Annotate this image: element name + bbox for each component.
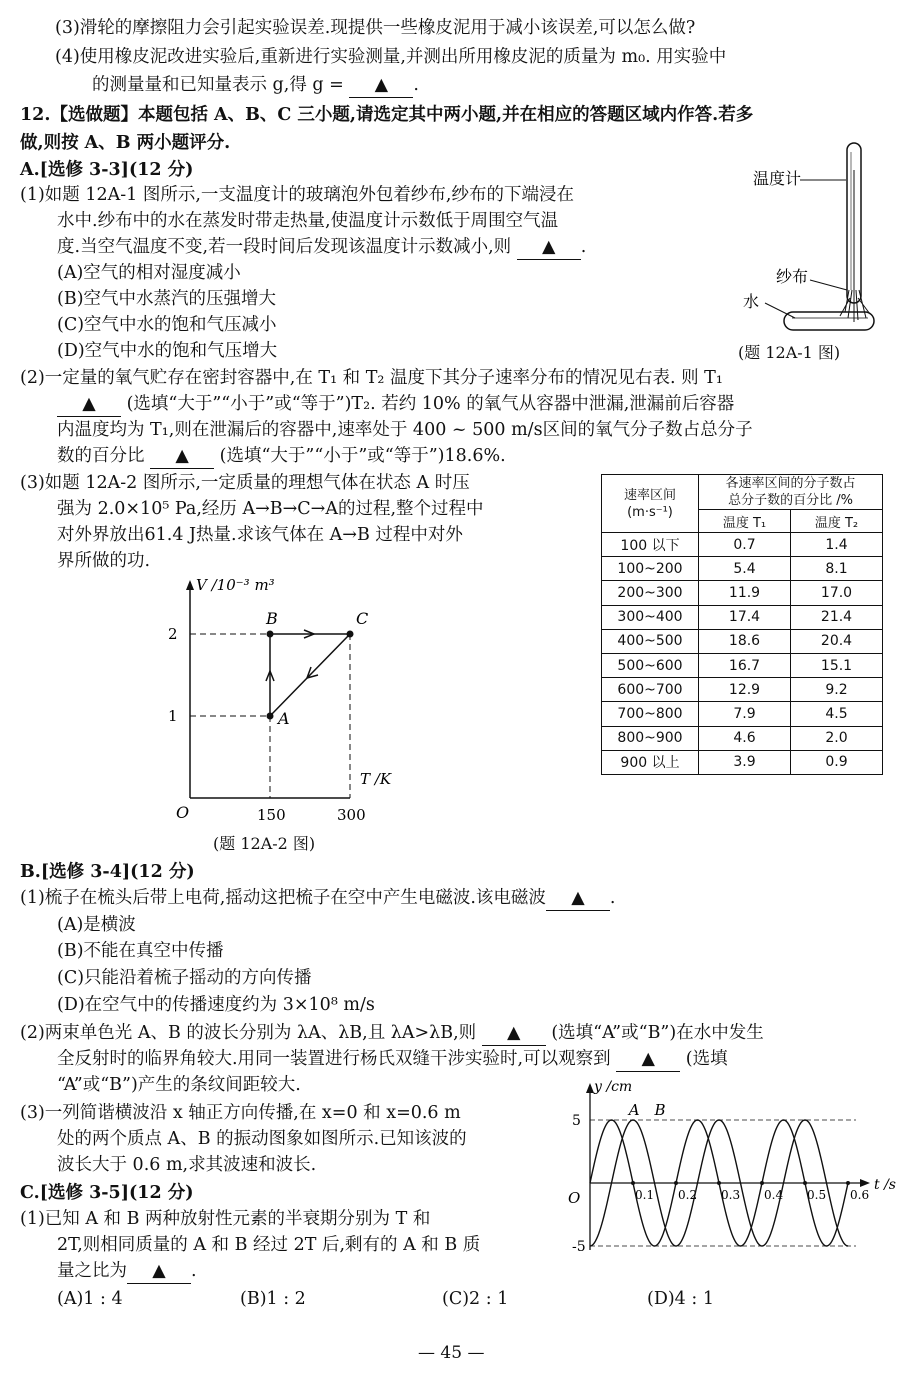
q12-heading-line2: 做,则按 A、B 两小题评分. xyxy=(20,133,231,153)
a-q1-line1: (1)如题 12A-1 图所示,一支温度计的玻璃泡外包着纱布,纱布的下端浸在 xyxy=(20,185,574,205)
y-tick-label: 1 xyxy=(168,707,178,725)
thermometer-figure xyxy=(740,140,910,365)
a-q1-option-a: (A)空气的相对湿度减小 xyxy=(57,263,241,283)
t1-percent-cell: 7.9 xyxy=(699,702,791,726)
a-q1-line2: 水中.纱布中的水在蒸发时带走热量,使温度计示数低于周围空气温 xyxy=(57,211,559,231)
table-row xyxy=(602,557,883,581)
t2-percent-cell: 17.0 xyxy=(790,581,882,605)
section-c-title: C.[选修 3-5](12 分) xyxy=(20,1183,194,1203)
period: . xyxy=(413,75,419,95)
water-label: 水 xyxy=(743,292,760,311)
b-q1-option-b: (B)不能在真空中传播 xyxy=(57,941,224,961)
t1-percent-cell: 4.6 xyxy=(699,726,791,750)
b-q2-line2 xyxy=(57,1047,728,1072)
state-label-c: C xyxy=(356,609,369,628)
speed-range-cell: 300~400 xyxy=(602,605,699,629)
header-speed-unit: (m·s⁻¹) xyxy=(627,504,673,520)
b-q3-line1: (3)一列简谐横波沿 x 轴正方向传播,在 x=0 和 x=0.6 m xyxy=(20,1103,461,1123)
table-row xyxy=(602,653,883,677)
q11-part4-line2 xyxy=(92,73,419,98)
y-tick-label: 5 xyxy=(572,1113,581,1129)
header-speed xyxy=(602,475,699,533)
speed-range-cell: 500~600 xyxy=(602,653,699,677)
t1-percent-cell: 11.9 xyxy=(699,581,791,605)
b-q2-text: (选填 xyxy=(685,1049,728,1069)
gauze-label: 纱布 xyxy=(776,267,809,286)
table-row xyxy=(602,629,883,653)
t1-percent-cell: 0.7 xyxy=(699,533,791,557)
t1-percent-cell: 5.4 xyxy=(699,557,791,581)
gauze-leader xyxy=(810,280,847,290)
y-axis-label: y /cm xyxy=(594,1079,633,1095)
speed-range-cell: 600~700 xyxy=(602,678,699,702)
v-t-graph xyxy=(160,570,420,830)
y-tick-label: -5 xyxy=(572,1239,586,1255)
t2-percent-cell: 8.1 xyxy=(790,557,882,581)
header-t2: 温度 T₂ xyxy=(790,510,882,533)
q12-heading-line1: 12.【选做题】本题包括 A、B、C 三小题,请选定其中两小题,并在相应的答题区域内作答.若多 xyxy=(20,105,754,125)
b-q2-text: (2)两束单色光 A、B 的波长分别为 λA、λB,且 λA>λB,则 xyxy=(20,1023,477,1043)
a-q2-text: (选填“大于”“小于”或“等于”)T₂. 若约 10% 的氧气从容器中泄漏,泄漏前后容器 xyxy=(126,394,735,414)
answer-blank: ▲ xyxy=(517,235,581,260)
a-q2-line2 xyxy=(57,392,734,417)
speed-range-cell: 400~500 xyxy=(602,629,699,653)
b-q2-text: (选填“A”或“B”)在水中发生 xyxy=(551,1023,764,1043)
t1-percent-cell: 18.6 xyxy=(699,629,791,653)
header-percent-line1: 各速率区间的分子数占 xyxy=(725,476,856,491)
fig-12a-2-caption: (题 12A-2 图) xyxy=(213,834,316,853)
state-point-b xyxy=(267,631,274,638)
c-q1-line1: (1)已知 A 和 B 两种放射性元素的半衰期分别为 T 和 xyxy=(20,1209,431,1229)
table-row xyxy=(602,750,883,774)
x-tick-label: 0.5 xyxy=(807,1188,827,1202)
a-q1-option-d: (D)空气中水的饱和气压增大 xyxy=(57,341,278,361)
series-label-a: A xyxy=(628,1101,640,1119)
header-percent xyxy=(699,475,883,510)
table-body xyxy=(602,533,883,775)
x-axis-label: T /K xyxy=(360,770,392,788)
t2-percent-cell: 2.0 xyxy=(790,726,882,750)
b-q1-text: (1)梳子在梳头后带上电荷,摇动这把梳子在空中产生电磁波.该电磁波 xyxy=(20,888,546,908)
b-q2-line3: “A”或“B”)产生的条纹间距较大. xyxy=(57,1075,301,1095)
t2-percent-cell: 0.9 xyxy=(790,750,882,774)
t2-percent-cell: 4.5 xyxy=(790,702,882,726)
x-tick-label: 0.2 xyxy=(678,1188,698,1202)
header-t1: 温度 T₁ xyxy=(699,510,791,533)
table-row xyxy=(602,581,883,605)
table-header-row xyxy=(602,475,883,510)
b-q1-line1 xyxy=(20,886,616,911)
x-axis-arrow xyxy=(860,1179,870,1187)
answer-blank: ▲ xyxy=(546,886,610,911)
a-q3-line2: 强为 2.0×10⁵ Pa,经历 A→B→C→A的过程,整个过程中 xyxy=(57,499,484,519)
b-q2-line1 xyxy=(20,1021,764,1046)
state-label-a: A xyxy=(278,709,290,728)
c-q1-text: 量之比为 xyxy=(57,1261,127,1281)
a-q1-text: 度.当空气温度不变,若一段时间后发现该温度计示数减小,则 xyxy=(57,237,512,257)
b-q1-option-a: (A)是横波 xyxy=(57,915,136,935)
section-a-title: A.[选修 3-3](12 分) xyxy=(20,160,194,180)
b-q3-line3: 波长大于 0.6 m,求其波速和波长. xyxy=(57,1155,317,1175)
answer-blank: ▲ xyxy=(57,392,121,417)
c-q1-option-d: (D)4 : 1 xyxy=(647,1289,714,1309)
speed-range-cell: 100~200 xyxy=(602,557,699,581)
origin-label: O xyxy=(568,1189,581,1207)
t2-percent-cell: 15.1 xyxy=(790,653,882,677)
a-q2-text: 数的百分比 xyxy=(57,446,145,466)
answer-blank: ▲ xyxy=(616,1047,680,1072)
table-row xyxy=(602,678,883,702)
answer-blank: ▲ xyxy=(127,1259,191,1284)
c-q1-option-c: (C)2 : 1 xyxy=(442,1289,509,1309)
header-speed-label: 速率区间 xyxy=(623,487,676,503)
a-q2-line3: 内温度均为 T₁,则在泄漏后的容器中,速率处于 400 ~ 500 m/s区间的氧气分子数占总分子 xyxy=(57,420,753,440)
table-row xyxy=(602,605,883,629)
water-trough xyxy=(784,312,874,330)
c-q1-line3 xyxy=(57,1259,197,1284)
speed-range-cell: 900 以上 xyxy=(602,750,699,774)
t2-percent-cell: 9.2 xyxy=(790,678,882,702)
b-q1-option-c: (C)只能沿着梳子摇动的方向传播 xyxy=(57,968,312,988)
vibration-graph xyxy=(560,1075,905,1260)
state-label-b: B xyxy=(266,609,278,628)
speed-distribution-table xyxy=(601,474,883,775)
state-point-a xyxy=(267,713,274,720)
answer-blank: ▲ xyxy=(349,73,413,98)
speed-range-cell: 800~900 xyxy=(602,726,699,750)
c-q1-option-a: (A)1 : 4 xyxy=(57,1289,123,1309)
x-tick-label: 0.3 xyxy=(721,1188,741,1202)
state-point-c xyxy=(347,631,354,638)
section-b-title: B.[选修 3-4](12 分) xyxy=(20,862,195,882)
thermometer-label: 温度计 xyxy=(753,169,802,188)
t2-percent-cell: 20.4 xyxy=(790,629,882,653)
header-percent-line2: 总分子数的百分比 /% xyxy=(728,493,853,508)
x-tick-label: 0.4 xyxy=(764,1188,784,1202)
answer-blank: ▲ xyxy=(482,1021,546,1046)
b-q2-text: 全反射时的临界角较大.用同一装置进行杨氏双缝干涉实验时,可以观察到 xyxy=(57,1049,611,1069)
t1-percent-cell: 12.9 xyxy=(699,678,791,702)
q11-part4-line1: (4)使用橡皮泥改进实验后,重新进行实验测量,并测出所用橡皮泥的质量为 m₀. 用实验中 xyxy=(55,47,727,67)
a-q3-line4: 界所做的功. xyxy=(57,551,151,571)
origin-label: O xyxy=(176,803,190,822)
x-axis-label: t /s xyxy=(874,1177,896,1193)
table-row xyxy=(602,702,883,726)
a-q1-line3 xyxy=(57,235,586,260)
a-q3-line1: (3)如题 12A-2 图所示,一定质量的理想气体在状态 A 时压 xyxy=(20,473,470,493)
q11-part4-text: 的测量量和已知量表示 g,得 g = xyxy=(92,75,344,95)
page-number: — 45 — xyxy=(418,1343,485,1363)
a-q1-option-b: (B)空气中水蒸汽的压强增大 xyxy=(57,289,277,309)
a-q3-line3: 对外界放出61.4 J热量.求该气体在 A→B 过程中对外 xyxy=(57,525,463,545)
x-tick-label: 0.6 xyxy=(850,1188,870,1202)
x-tick-label: 150 xyxy=(257,806,286,824)
period: . xyxy=(609,888,616,908)
period: . xyxy=(580,237,587,257)
t2-percent-cell: 21.4 xyxy=(790,605,882,629)
y-axis-arrow xyxy=(186,580,194,590)
answer-blank: ▲ xyxy=(150,444,214,469)
speed-range-cell: 700~800 xyxy=(602,702,699,726)
t1-percent-cell: 3.9 xyxy=(699,750,791,774)
t1-percent-cell: 17.4 xyxy=(699,605,791,629)
speed-range-cell: 100 以下 xyxy=(602,533,699,557)
q11-part3: (3)滑轮的摩擦阻力会引起实验误差.现提供一些橡皮泥用于减小该误差,可以怎么做? xyxy=(55,18,696,38)
series-label-b: B xyxy=(654,1101,666,1119)
t2-percent-cell: 1.4 xyxy=(790,533,882,557)
water-leader xyxy=(765,303,795,318)
a-q2-line4 xyxy=(57,444,506,469)
t1-percent-cell: 16.7 xyxy=(699,653,791,677)
y-axis-arrow xyxy=(586,1083,594,1093)
speed-range-cell: 200~300 xyxy=(602,581,699,605)
b-q1-option-d: (D)在空气中的传播速度约为 3×10⁸ m/s xyxy=(57,995,375,1015)
y-axis-label: V /10⁻³ m³ xyxy=(196,576,275,594)
a-q1-option-c: (C)空气中水的饱和气压减小 xyxy=(57,315,277,335)
a-q2-text: (选填“大于”“小于”或“等于”)18.6%. xyxy=(219,446,506,466)
process-c-a xyxy=(270,634,350,716)
c-q1-option-b: (B)1 : 2 xyxy=(240,1289,306,1309)
x-tick-label: 300 xyxy=(337,806,366,824)
table-row xyxy=(602,726,883,750)
y-tick-label: 2 xyxy=(168,625,178,643)
b-q3-line2: 处的两个质点 A、B 的振动图象如图所示.已知该波的 xyxy=(57,1129,467,1149)
fig-12a-1-caption: (题 12A-1 图) xyxy=(738,343,841,362)
period: . xyxy=(191,1261,197,1281)
a-q2-line1: (2)一定量的氧气贮存在密封容器中,在 T₁ 和 T₂ 温度下其分子速率分布的情况见右表. 则 T₁ xyxy=(20,368,723,388)
c-q1-line2: 2T,则相同质量的 A 和 B 经过 2T 后,剩有的 A 和 B 质 xyxy=(57,1235,481,1255)
table-row xyxy=(602,533,883,557)
x-tick-label: 0.1 xyxy=(635,1188,655,1202)
